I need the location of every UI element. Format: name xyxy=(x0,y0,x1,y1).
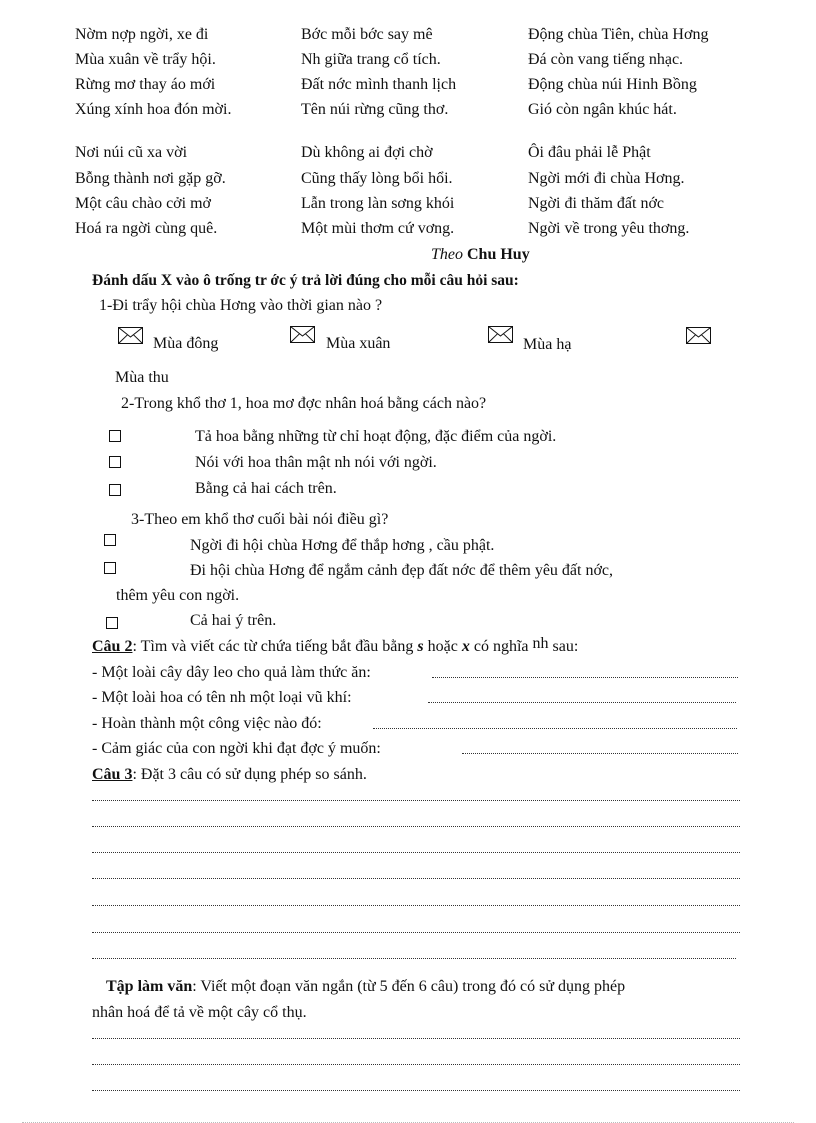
envelope-checkbox-icon[interactable] xyxy=(488,326,513,343)
q1-option-label: Mùa thu xyxy=(115,369,169,386)
poem-line: Động chùa Tiên, chùa Hơng xyxy=(528,26,709,43)
q1-option-label: Mùa xuân xyxy=(326,335,391,352)
poem-line: Rừng mơ thay áo mới xyxy=(75,76,216,93)
poem-line: Đất nớc mình thanh lịch xyxy=(301,76,457,93)
tlv-prompt-continued: nhân hoá để tả về một cây cổ thụ. xyxy=(92,1004,307,1021)
cau2-item: - Một loài cây dây leo cho quả làm thức ăn: xyxy=(92,664,371,681)
poem-line: Ôi đâu phải lễ Phật xyxy=(528,144,651,161)
writing-line[interactable] xyxy=(92,878,740,879)
q3-checkbox[interactable] xyxy=(104,534,116,546)
writing-line[interactable] xyxy=(92,932,740,933)
poem-line: Một mùi thơm cứ vơng. xyxy=(301,220,455,237)
cau2-prompt-text: hoặc xyxy=(423,638,462,655)
cau2-prompt-text: có nghĩa xyxy=(469,638,533,655)
cau2-item: - Hoàn thành một công việc nào đó: xyxy=(92,715,322,732)
q1-option-label: Mùa hạ xyxy=(523,336,572,353)
poem-line: Ngời đi thăm đất nớc xyxy=(528,195,665,212)
poem-line: Dù không ai đợi chờ xyxy=(301,144,433,161)
writing-line[interactable] xyxy=(92,958,736,959)
poem-line: Nơi núi cũ xa vời xyxy=(75,144,188,161)
letter-s: s xyxy=(417,638,424,655)
q2-option: Nói với hoa thân mật nh nói với ngời. xyxy=(195,454,437,471)
answer-line[interactable] xyxy=(432,677,738,678)
poem-line: Xúng xính hoa đón mời. xyxy=(75,101,232,118)
q2-checkbox[interactable] xyxy=(109,456,121,468)
q2-checkbox[interactable] xyxy=(109,484,121,496)
cau2-item: - Một loài hoa có tên nh một loại vũ khí: xyxy=(92,689,352,706)
poem-source xyxy=(431,245,530,265)
writing-line[interactable] xyxy=(92,1038,740,1039)
writing-line[interactable] xyxy=(92,826,740,827)
writing-line[interactable] xyxy=(92,800,740,801)
writing-line[interactable] xyxy=(92,905,740,906)
q2-option: Bằng cả hai cách trên. xyxy=(195,480,337,497)
writing-line[interactable] xyxy=(92,1064,740,1065)
letter-x: x xyxy=(461,638,470,655)
q3-text: 3-Theo em khổ thơ cuối bài nói điều gì? xyxy=(131,511,389,528)
writing-line[interactable] xyxy=(92,852,740,853)
cau2-prompt-text: sau: xyxy=(548,638,579,655)
writing-line[interactable] xyxy=(92,1090,740,1091)
cau3-prompt xyxy=(92,765,367,785)
poem-line: Nh giữa trang cổ tích. xyxy=(301,51,441,68)
cau2-prompt-text: : Tìm và viết các từ chứa tiếng bắt đầu bằng xyxy=(132,638,418,655)
poem-line: Hoá ra ngời cùng quê. xyxy=(75,220,218,237)
tlv-prompt-text: : Viết một đoạn văn ngắn (từ 5 đến 6 câu) trong đó có sử dụng phép xyxy=(192,978,626,995)
poem-line: Nờm nợp ngời, xe đi xyxy=(75,26,209,43)
poem-line: Bớc mỗi bớc say mê xyxy=(301,26,433,43)
answer-line[interactable] xyxy=(428,702,736,703)
tlv-label: Tập làm văn xyxy=(106,978,193,995)
q2-text: 2-Trong khổ thơ 1, hoa mơ đợc nhân hoá bằng cách nào? xyxy=(121,395,487,412)
envelope-checkbox-icon[interactable] xyxy=(686,327,711,344)
poem-line: Lẫn trong làn sơng khói xyxy=(301,195,455,212)
poem-line: Tên núi rừng cũng thơ. xyxy=(301,101,449,118)
q3-option: Đi hội chùa Hơng để ngắm cảnh đẹp đất nớc để thêm yêu đất nớc, xyxy=(190,562,614,579)
poem-line: Ngời mới đi chùa Hơng. xyxy=(528,170,685,187)
tlv-prompt xyxy=(106,977,625,997)
q3-checkbox[interactable] xyxy=(106,617,118,629)
poem-line: Bỗng thành nơi gặp gỡ. xyxy=(75,170,226,187)
answer-line[interactable] xyxy=(373,728,737,729)
q2-checkbox[interactable] xyxy=(109,430,121,442)
cau3-label: Câu 3 xyxy=(92,766,133,783)
q3-option: Ngời đi hội chùa Hơng để thắp hơng , cầu phật. xyxy=(190,537,495,554)
poem-line: Ngời về trong yêu thơng. xyxy=(528,220,690,237)
cau2-prompt xyxy=(92,637,578,657)
poem-line: Gió còn ngân khúc hát. xyxy=(528,101,677,118)
poem-line: Một câu chào cởi mở xyxy=(75,195,211,212)
poem-line: Cũng thấy lòng bổi hổi. xyxy=(301,170,453,187)
cau2-prompt-text: nh xyxy=(532,635,549,652)
poem-line: Động chùa núi Hinh Bồng xyxy=(528,76,697,93)
q3-option: Cả hai ý trên. xyxy=(190,612,277,629)
source-author: Chu Huy xyxy=(467,246,530,263)
instruction: Đánh dấu X vào ô trống tr ớc ý trả lời đúng cho mỗi câu hỏi sau: xyxy=(92,272,519,289)
q2-option: Tả hoa bằng những từ chỉ hoạt động, đặc điểm của ngời. xyxy=(195,428,557,445)
q3-checkbox[interactable] xyxy=(104,562,116,574)
answer-line[interactable] xyxy=(462,753,738,754)
q1-option-label: Mùa đông xyxy=(153,335,219,352)
envelope-checkbox-icon[interactable] xyxy=(290,326,315,343)
q3-option-continued: thêm yêu con ngời. xyxy=(116,587,240,604)
cau2-label: Câu 2 xyxy=(92,638,133,655)
envelope-checkbox-icon[interactable] xyxy=(118,327,143,344)
cau3-prompt-text: : Đặt 3 câu có sử dụng phép so sánh. xyxy=(132,766,367,783)
poem-line: Đá còn vang tiếng nhạc. xyxy=(528,51,684,68)
source-prefix: Theo xyxy=(431,246,463,263)
cau2-item: - Cảm giác của con ngời khi đạt đợc ý muốn: xyxy=(92,740,381,757)
q1-text: 1-Đi trẩy hội chùa Hơng vào thời gian nào ? xyxy=(99,297,383,314)
poem-line: Mùa xuân về trẩy hội. xyxy=(75,51,216,68)
